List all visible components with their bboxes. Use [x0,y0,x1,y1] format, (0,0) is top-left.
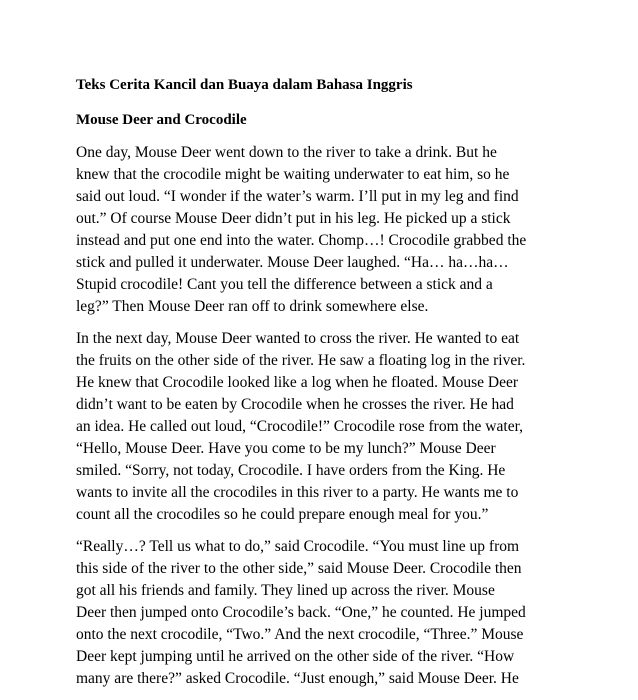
paragraph-3 [76,536,582,690]
text-line: smiled. “Sorry, not today, Crocodile. I have orders from the King. He [76,462,506,479]
text-line: One day, Mouse Deer went down to the river to take a drink. But he [76,144,497,161]
text-line: an idea. He called out loud, “Crocodile!” Crocodile rose from the water, [76,418,523,435]
paragraph-1 [76,142,582,318]
paragraph-2 [76,328,582,526]
text-line: this side of the river to the other side,” said Mouse Deer. Crocodile then [76,560,522,577]
text-line: got all his friends and family. They lined up across the river. Mouse [76,582,495,599]
text-line: In the next day, Mouse Deer wanted to cross the river. He wanted to eat [76,330,520,347]
text-line: said out loud. “I wonder if the water’s warm. I’ll put in my leg and find [76,188,519,205]
text-line: the fruits on the other side of the river. He saw a floating log in the river. [76,352,526,369]
story-title: Mouse Deer and Crocodile [76,112,247,128]
text-line: leg?” Then Mouse Deer ran off to drink somewhere else. [76,298,429,315]
document-body [76,74,582,700]
text-line: out.” Of course Mouse Deer didn’t put in his leg. He picked up a stick [76,210,511,227]
text-line: many are there?” asked Crocodile. “Just enough,” said Mouse Deer. He [76,670,519,687]
text-line: didn’t want to be eaten by Crocodile when he crosses the river. He had [76,396,514,413]
text-line: stick and pulled it underwater. Mouse Deer laughed. “Ha… ha…ha… [76,254,509,271]
text-line: He knew that Crocodile looked like a log when he floated. Mouse Deer [76,374,519,391]
text-line: knew that the crocodile might be waiting underwater to eat him, so he [76,166,510,183]
text-line: “Hello, Mouse Deer. Have you come to be my lunch?” Mouse Deer [76,440,496,457]
text-line: Deer kept jumping until he arrived on the other side of the river. “How [76,648,515,665]
text-line: wants to invite all the crocodiles in this river to a party. He wants me to [76,484,519,501]
text-line: “Really…? Tell us what to do,” said Crocodile. “You must line up from [76,538,520,555]
text-line: instead and put one end into the water. Chomp…! Crocodile grabbed the [76,232,527,249]
text-line: onto the next crocodile, “Two.” And the next crocodile, “Three.” Mouse [76,626,524,643]
text-line: count all the crocodiles so he could prepare enough meal for you.” [76,506,489,523]
text-line: Stupid crocodile! Cant you tell the difference between a stick and a [76,276,493,293]
text-line: Deer then jumped onto Crocodile’s back. “One,” he counted. He jumped [76,604,526,621]
document-title: Teks Cerita Kancil dan Buaya dalam Bahasa Inggris [76,77,413,93]
